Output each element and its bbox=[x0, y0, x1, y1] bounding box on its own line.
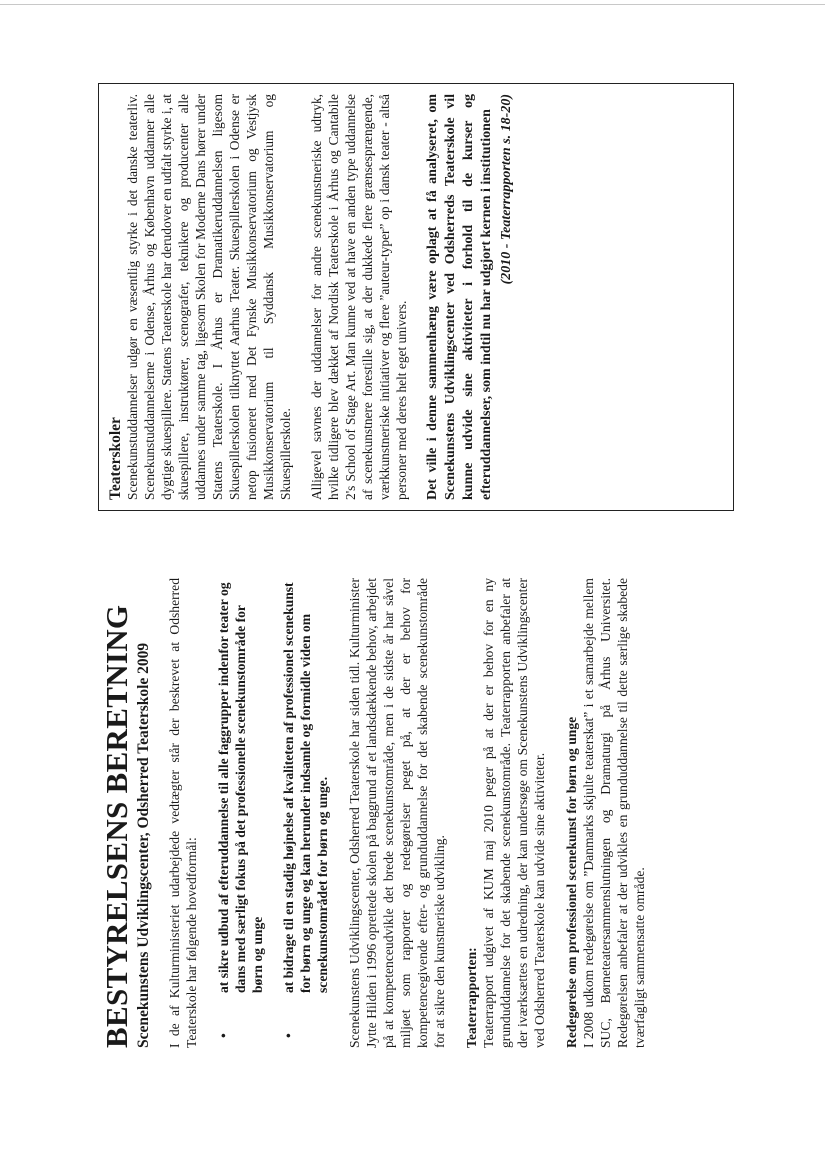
redegoerelse-heading: Redegørelse om professionel scenekunst for børn og unge bbox=[564, 716, 579, 1048]
page-title: BESTYRELSENS BERETNING bbox=[99, 604, 134, 1048]
box-title: Teaterskoler bbox=[107, 417, 124, 500]
purpose-item bbox=[280, 578, 331, 1048]
bullet-icon: • bbox=[281, 1033, 296, 1038]
teaterrapport-heading: Teaterrapporten: bbox=[464, 947, 479, 1048]
box-paragraph-2: Alligevel savnes der uddannelser for andre scenekunstneriske udtryk, hvilke tidligere blev dækket af Nordisk Teaterskole i Århus og Cantabile 2's School of Stage Art. Man kunne ved at have en anden type uddannelse af scenekunstnere forestille sig, at der dukkede flere grænsesprængende, værkkunstneriske initiativer og flere ”auteur-typer” op i dansk teater - altså personer med deres helt eget univers. bbox=[309, 94, 409, 500]
box-paragraph-1: Scenekunstuddannelser udgør en væsentlig styrke i det danske teaterliv. Scenekunstuddannelserne i Odense, Århus og København uddanner alle dygtige skuespillere. Statens Teaterskole har derudover en udfalt styrke i, at skuespillere, instruktører, scenografer, teknikere og producenter alle uddannes under samme tag, ligesom Skolen for Moderne Dans hører under Statens Teaterskole. I Århus er Dramatikeruddannelsen ligesom Skuespillerskolen tilknyttet Aarhus Teater. Skuespillerskolen i Odense er netop fusioneret med Det Fynske Musikkonservatorium og Vestjysk Musikkonservatorium til Syddansk Musikkonservatorium og Skuespillerskole. bbox=[125, 94, 293, 500]
teaterrapport-text: Teaterrapport udgivet af KUM maj 2010 peger på at der er behov for en ny grunduddannelse for det skabende scenekunstområde. Teaterrapporten anbefaler at der iværksættes en udredning, der kan undersøge om Scenekunstens Udviklingscenter ved Odsherred Teaterskole kan udvide sine aktiviteter. bbox=[481, 578, 547, 1048]
box-source: (2010 - Teaterrapporten s. 18-20) bbox=[499, 94, 514, 285]
purpose-text: at bidrage til en stadig højnelse af kvaliteten af professionel scenekunst for børn og unge og kan herunder indsamle og formidle viden om scenekunstområdet for børn og unge. bbox=[281, 582, 330, 993]
box-paragraph-3-text: Det ville i denne sammenhæng være oplagt at få analyseret, om Scenekunstens Udviklingscenter ved Odsherreds Teaterskole vil kunne udvide sine aktiviteter i forhold til de kurser og efteruddannelser, som indtil nu har udgjort kernen i institutionen bbox=[425, 94, 494, 500]
page-subtitle: Scenekunstens Udviklingscenter, Odsherred Teaterskole 2009 bbox=[135, 642, 152, 1048]
purpose-list bbox=[215, 578, 331, 1048]
purpose-text: at sikre udbud af efteruddannelse til alle faggrupper indenfor teater og dans med særligt fokus på det professionelle scenekunstområde for børn og unge bbox=[216, 582, 265, 993]
redegoerelse-section bbox=[563, 578, 648, 1048]
bullet-icon: • bbox=[216, 1033, 231, 1038]
teaterskoler-box bbox=[98, 83, 734, 511]
history-paragraph: Scenekunstens Udviklingscenter, Odsherred Teaterskole har siden tidl. Kulturminister Jytte Hilden i 1996 oprettede skolen på baggrund af et landsdækkende behov, arbejdet på at kompetenceudvikle det brede scenekunstområde, men i de sidste år har såvel miljøet som rapporter og redegørelser peget på, at der er behov for kompetencegivende efter- og grunduddannelse for det skabende scenekunstområde for at sikre den kunstneriske udvikling. bbox=[347, 578, 447, 1048]
intro-paragraph: I de af Kulturministeriet udarbejdede vedtægter står der beskrevet at Odsherred Teaterskole har følgende hovedformål: bbox=[167, 578, 199, 1048]
box-paragraph-3 bbox=[424, 94, 516, 500]
purpose-item bbox=[215, 578, 266, 1048]
redegoerelse-text: I 2008 udkom redegørelse om ”Danmarks skjulte teaterskat” i et samarbejde mellem SUC, Børneteatersammenslutningen og Dramaturgi på Århus Universitet. Redegørelsen anbefaler at der udvikles en grunduddannelse til dette særlige skabede tværfagligt sammensatte område. bbox=[581, 578, 647, 1048]
main-column bbox=[100, 578, 663, 1048]
teaterrapport-section bbox=[463, 578, 548, 1048]
scan-edge-line bbox=[0, 4, 825, 5]
